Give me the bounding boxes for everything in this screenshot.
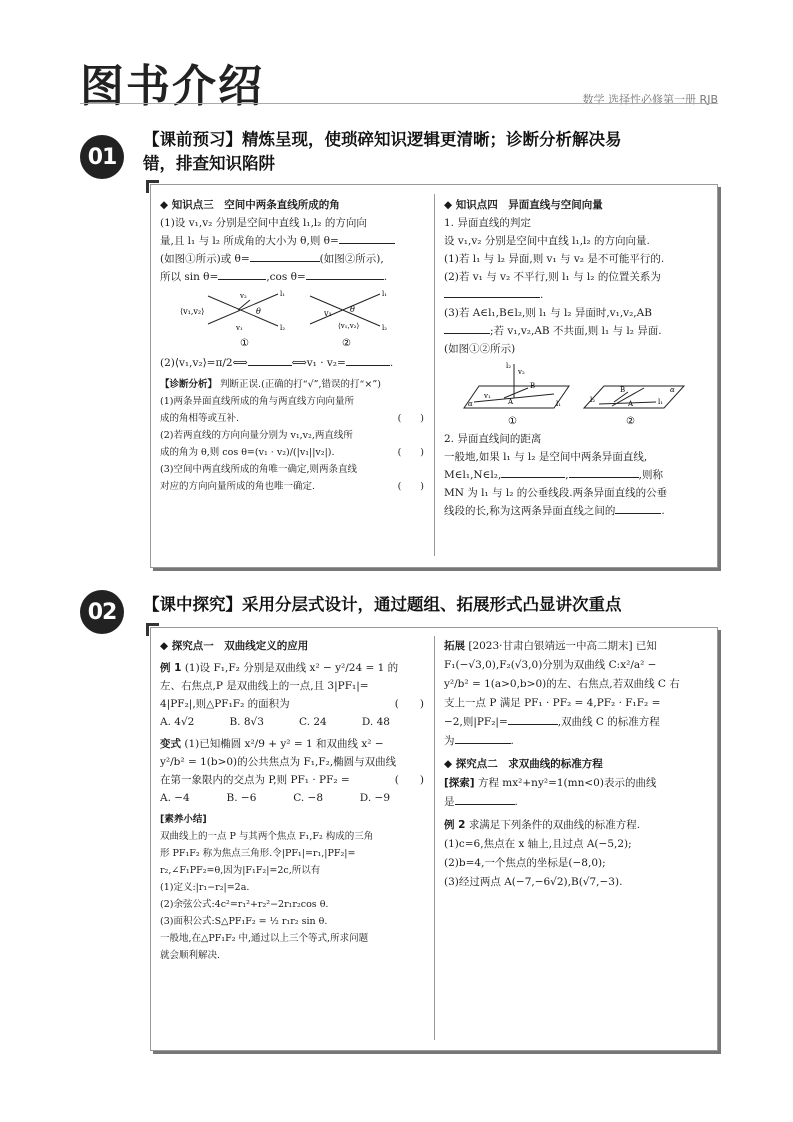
diagnosis-q3: (3)空间中两直线所成的角唯一确定,则两条直线 [160,464,357,475]
figure-1 [464,362,569,427]
text-line: . [444,286,708,304]
text-line: (2)⟨v₁,v₂⟩=π/2⟺ ⟺v₁ · v₂= . [160,357,394,369]
svg-text:A: A [508,398,514,406]
text-line: (2)若 v₁ 与 v₂ 不平行,则 l₁ 与 l₂ 的位置关系为 [444,271,661,283]
section1-heading-line1: 【课前预习】精炼呈现，使琐碎知识逻辑更清晰；诊断分析解决易 [143,130,622,149]
section2-right-column [444,637,708,892]
figure-2 [584,386,684,427]
explore-line: [探索] 方程 mx²+ny²=1(mn<0)表示的曲线 [444,777,657,789]
text-line: (如图①所示)或 θ= (如图②所示), [160,253,384,265]
text-line: 设 v₁,v₂ 分别是空间中直线 l₁,l₂ 的方向向量. [444,235,650,247]
angle-figures [160,286,424,350]
example-part: (1)c=6,焦点在 x 轴上,且过点 A(−5,2); [444,838,632,850]
diagnosis-q2-cont: 成的角为 θ,则 cos θ=(v₁ · v₂)/(|v₁||v₂|). ( ) [160,447,424,458]
book-subtitle: 数学 选择性必修第一册 RJB [582,93,718,106]
answer-blank [444,287,540,298]
summary-line: 双曲线上的一点 P 与其两个焦点 F₁,F₂ 构成的三角 [160,831,374,842]
svg-text:v₁: v₁ [236,324,243,332]
fig1-label: ① [240,338,249,349]
summary-line: 就会顺利解决. [160,950,221,961]
summary-line: (2)余弦公式:4c²=r₁²+r₂²−2r₁r₂cos θ. [160,899,329,910]
options-row [160,713,390,731]
variant-line: y²/b² = 1(b>0)的公共焦点为 F₁,F₂,椭圆与双曲线 [160,756,397,768]
svg-text:l₁: l₁ [280,290,286,298]
answer-blank [455,733,511,744]
text-line: (3)若 A∈l₁,B∈l₂,则 l₁ 与 l₂ 异面时,v₁,v₂,AB [444,307,652,319]
option-c: C. −8 [293,792,324,804]
section1-left-column [160,196,424,495]
text-line: (1)设 v₁,v₂ 分别是空间中直线 l₁,l₂ 的方向向 [160,217,367,229]
svg-text:B: B [530,382,536,390]
example-line: 4|PF₂|,则△PF₁F₂ 的面积为 ( ) [160,698,424,710]
answer-blank [339,233,395,244]
fig2-label: ② [626,416,635,427]
svg-text:v₂: v₂ [240,292,247,300]
section2-heading: 【课中探究】采用分层式设计，通过题组、拓展形式凸显讲次重点 [143,595,622,614]
answer-blank [444,323,490,334]
variant-line: 变式 (1)已知椭圆 x²/9 + y² = 1 和双曲线 x² − [160,738,384,750]
answer-blank [218,269,266,280]
answer-blank [250,251,320,262]
subsection-title: 1. 异面直线的判定 [444,217,531,229]
example-line: 例 2 求满足下列条件的双曲线的标准方程. [444,819,641,831]
example-line: 例 1 (1)设 F₁,F₂ 分别是双曲线 x² − y²/24 = 1 的 [160,662,399,674]
option-d: D. −9 [359,792,390,804]
extension-line: −2,则|PF₂|= ,双曲线 C 的标准方程 [444,716,660,728]
text-line: (如图①②所示) [444,343,516,355]
diagnosis-q1: (1)两条异面直线所成的角与两直线方向向量所 [160,396,354,407]
summary-line: (1)定义:|r₁−r₂|=2a. [160,882,250,893]
svg-text:l₂: l₂ [382,324,388,332]
section1-heading-line2: 错，排查知识陷阱 [143,154,275,173]
fig1-label: ① [508,416,517,427]
option-a: A. −4 [160,792,190,804]
answer-blank [569,467,639,478]
option-b: B. −6 [226,792,257,804]
answer-blank [501,467,565,478]
logo-text: 图书介绍 [80,61,264,112]
column-divider [434,194,435,556]
text-line: 一般地,如果 l₁ 与 l₂ 是空间中两条异面直线, [444,451,648,463]
svg-text:A: A [628,400,634,408]
svg-text:B: B [620,386,626,394]
answer-blank [248,355,292,366]
answer-blank [508,714,558,725]
summary-line: (3)面积公式:S△PF₁F₂ = ½ r₁r₂ sin θ. [160,916,328,927]
option-b: B. 8√3 [229,716,264,728]
option-c: C. 24 [299,716,327,728]
summary-title: [素养小结] [160,814,207,825]
page-logo-title [80,50,264,114]
section-badge-02: 02 [80,590,124,634]
diagnosis-intro: 【诊断分析】 判断正误.(正确的打“√”,错误的打“×”) [160,379,381,390]
figure-1 [180,290,285,349]
diagnosis-q1-cont: 成的角相等或互补. ( ) [160,413,424,424]
column-divider [434,636,435,1040]
text-line: 所以 sin θ= ,cos θ= . [160,271,388,283]
extension-line: 支上一点 P 满足 PF₁ · PF₂ = 4,PF₂ · F₁F₂ = [444,697,661,709]
text-line: MN 为 l₁ 与 l₂ 的公垂线段.两条异面直线的公垂 [444,487,668,499]
knowledge-point-title: ◆ 知识点四 异面直线与空间向量 [444,199,603,211]
example-part: (2)b=4,一个焦点的坐标是(−8,0); [444,857,606,869]
answer-blank [306,269,384,280]
explore-point-title: ◆ 探究点一 双曲线定义的应用 [160,640,309,652]
skew-lines-figures [444,358,708,428]
text-line: (1)若 l₁ 与 l₂ 异面,则 v₁ 与 v₂ 是不可能平行的. [444,253,665,265]
text-line: 量,且 l₁ 与 l₂ 所成角的大小为 θ,则 θ= [160,232,424,250]
answer-blank [455,794,515,805]
panel-corner-mark [146,180,159,193]
explore-point-title: ◆ 探究点二 求双曲线的标准方程 [444,758,603,770]
text-line: 线段的长,称为这两条异面直线之间的 . [444,505,665,517]
extension-line: F₁(−√3,0),F₂(√3,0)分别为双曲线 C:x²/a² − [444,659,657,671]
extension-line: y²/b² = 1(a>0,b>0)的左、右焦点,若双曲线 C 右 [444,678,680,690]
svg-text:v₁: v₁ [484,392,491,400]
summary-line: 一般地,在△PF₁F₂ 中,通过以上三个等式,所求问题 [160,933,369,944]
section1-right-column [444,196,708,520]
panel-corner-mark [146,623,159,636]
variant-line: 在第一象限内的交点为 P,则 PF₁ · PF₂ = ( ) [160,774,424,786]
option-d: D. 48 [361,716,390,728]
svg-text:l₁: l₁ [658,398,664,406]
summary-line: 形 PF₁F₂ 称为焦点三角形.令|PF₁|=r₁,|PF₂|= [160,848,356,859]
svg-text:l₁: l₁ [382,290,388,298]
example-part: (3)经过两点 A(−7,−6√2),B(√7,−3). [444,876,623,888]
svg-text:θ: θ [256,307,261,316]
diagnosis-q2: (2)若两直线的方向向量分别为 v₁,v₂,两直线所 [160,430,353,441]
answer-blank [346,355,390,366]
svg-text:α: α [670,386,675,394]
summary-line: r₂,∠F₁PF₂=θ,因为|F₁F₂|=2c,所以有 [160,865,321,876]
answer-blank [615,503,661,514]
extension-line: 为 . [444,735,514,747]
svg-text:l₂: l₂ [590,396,596,404]
knowledge-point-title: ◆ 知识点三 空间中两条直线所成的角 [160,199,340,211]
extension-line: 拓展 [2023·甘肃白银靖远一中高二期末] 已知 [444,640,657,652]
figure-2 [310,290,387,349]
section1-heading [143,128,723,176]
svg-text:θ: θ [350,305,355,314]
section2-left-column [160,637,424,964]
options-row [160,789,390,807]
svg-text:⟨v₁,v₂⟩: ⟨v₁,v₂⟩ [338,322,360,330]
example-line: 左、右焦点,P 是双曲线上的一点,且 3|PF₁|= [160,680,369,692]
svg-text:⟨v₁,v₂⟩: ⟨v₁,v₂⟩ [180,307,205,316]
svg-text:l₂: l₂ [280,324,286,332]
svg-text:α: α [468,400,473,408]
section-badge-01: 01 [80,135,124,179]
subsection-title: 2. 异面直线间的距离 [444,433,542,445]
fig2-label: ② [342,338,351,349]
svg-text:v₂: v₂ [518,368,525,376]
text-line: M∈l₁,N∈l₂, , ,则称 [444,469,663,481]
text-line: ;若 v₁,v₂,AB 不共面,则 l₁ 与 l₂ 异面. [444,322,708,340]
explore-line: 是 . [444,796,518,808]
option-a: A. 4√2 [160,716,195,728]
svg-text:l₂: l₂ [506,362,512,370]
svg-text:v₁: v₁ [324,309,332,318]
header-divider [80,103,718,104]
svg-text:l₁: l₁ [556,400,562,408]
diagnosis-q3-cont: 对应的方向向量所成的角也唯一确定. ( ) [160,481,424,492]
